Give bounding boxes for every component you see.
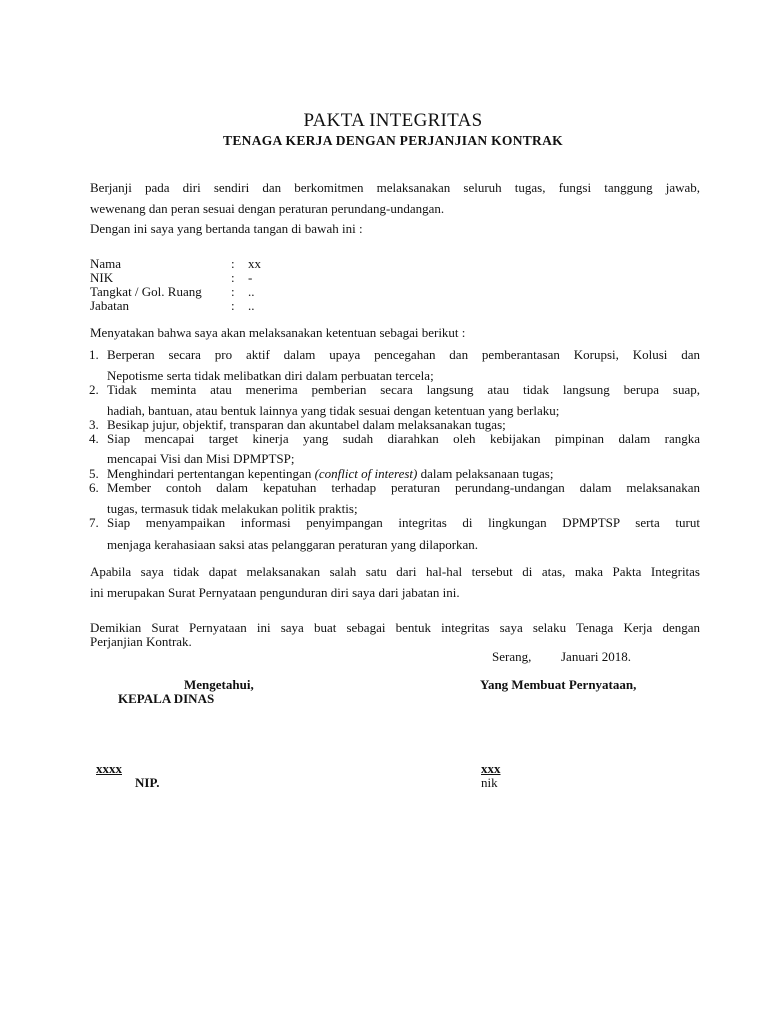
list-number: 4. [89, 431, 99, 446]
list-text-line-2: Nepotisme serta tidak melibatkan diri dalam perbuatan tercela; [107, 368, 434, 383]
intro-line-2: wewenang dan peran sesuai dengan peraturan perundang-undangan. [90, 201, 445, 216]
identity-label: NIK [90, 270, 114, 285]
list-number: 7. [89, 515, 99, 530]
identity-colon: : [231, 256, 235, 271]
date: Januari 2018. [561, 649, 632, 664]
signature-left-role: KEPALA DINAS [118, 691, 215, 706]
statement-intro: Menyatakan bahwa saya akan melaksanakan ketentuan sebagai berikut : [90, 325, 466, 340]
list-text-italic: (conflict of interest) [314, 466, 418, 481]
identity-label: Tangkat / Gol. Ruang [90, 284, 202, 299]
signature-right-heading: Yang Membuat Pernyataan, [480, 677, 637, 692]
list-text-line-2: hadiah, bantuan, atau bentuk lainnya yang tidak sesuai dengan ketentuan yang berlaku; [107, 403, 560, 418]
list-number: 1. [89, 347, 99, 362]
identity-label: Jabatan [90, 298, 129, 313]
identity-value: .. [248, 298, 255, 313]
list-text-pre: Menghindari pertentangan kepentingan [107, 466, 315, 481]
list-text-line-1: Tidak meminta atau menerima pemberian secara langsung atau tidak langsung berupa suap, [107, 382, 700, 397]
place: Serang, [492, 649, 532, 664]
identity-colon: : [231, 284, 235, 299]
list-text-line-2: menjaga kerahasiaan saksi atas pelanggaran peraturan yang dilaporkan. [107, 537, 479, 552]
document-subtitle: TENAGA KERJA DENGAN PERJANJIAN KONTRAK [223, 133, 563, 148]
list-number: 3. [89, 417, 99, 432]
closing-line-2: ini merupakan Surat Pernyataan pengunduran diri saya dari jabatan ini. [90, 585, 460, 600]
identity-value: - [248, 270, 253, 285]
list-text-line-1: Besikap jujur, objektif, transparan dan akuntabel dalam melaksanakan tugas; [107, 417, 506, 432]
intro-line-1: Berjanji pada diri sendiri dan berkomitmen melaksanakan seluruh tugas, fungsi tanggung jawab, [90, 180, 700, 195]
signature-right-id-label: nik [481, 775, 498, 790]
signature-left-heading: Mengetahui, [184, 677, 254, 692]
identity-colon: : [231, 298, 235, 313]
list-text-line-1: Member contoh dalam kepatuhan terhadap peraturan perundang-undangan dalam melaksanakan [107, 480, 700, 495]
list-number: 6. [89, 480, 99, 495]
list-number: 2. [89, 382, 99, 397]
list-text-line-1: Berperan secara pro aktif dalam upaya pencegahan dan pemberantasan Korupsi, Kolusi dan [107, 347, 700, 362]
identity-value: xx [248, 256, 261, 271]
list-text-line-2: tugas, termasuk tidak melakukan politik praktis; [107, 501, 358, 516]
intro-line-3: Dengan ini saya yang bertanda tangan di bawah ini : [90, 221, 363, 236]
closing-line-1: Apabila saya tidak dapat melaksanakan salah satu dari hal-hal tersebut di atas, maka Pakta Integritas [90, 564, 700, 579]
list-number: 5. [89, 466, 99, 481]
signature-left-id-label: NIP. [135, 775, 160, 790]
signature-right-name: xxx [481, 761, 501, 776]
signature-left-name: xxxx [96, 761, 122, 776]
identity-colon: : [231, 270, 235, 285]
identity-value: .. [248, 284, 255, 299]
document-title: PAKTA INTEGRITAS [303, 110, 483, 131]
closing-line-4: Perjanjian Kontrak. [90, 634, 192, 649]
list-text-post: dalam pelaksanaan tugas; [417, 466, 554, 481]
list-text-line-2: mencapai Visi dan Misi DPMPTSP; [107, 451, 295, 466]
identity-label: Nama [90, 256, 122, 271]
list-text-line-1: Siap menyampaikan informasi penyimpangan integritas di lingkungan DPMPTSP serta turut [107, 515, 700, 530]
closing-line-3: Demikian Surat Pernyataan ini saya buat sebagai bentuk integritas saya selaku Tenaga Kerja dengan [90, 620, 700, 635]
list-text-line-1: Siap mencapai target kinerja yang sudah diarahkan oleh kebijakan pimpinan dalam rangka [107, 431, 700, 446]
